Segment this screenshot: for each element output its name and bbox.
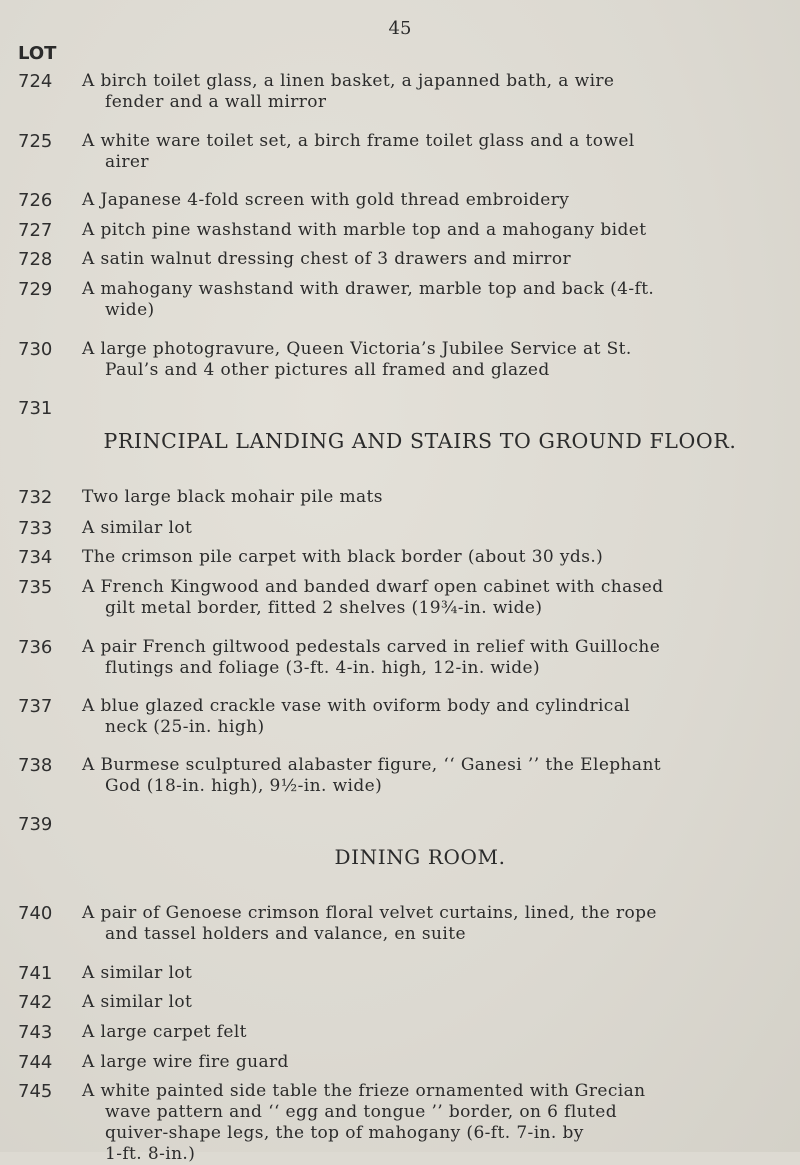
- lot-number: 731: [18, 398, 53, 419]
- description-line: neck (25-in. high): [105, 717, 265, 737]
- description-line: A large photogravure, Queen Victoria’s Jubilee Service at St.: [82, 339, 632, 359]
- description-line: wide): [105, 300, 155, 320]
- lot-description: [82, 1022, 770, 1043]
- lot-description: [82, 279, 770, 321]
- lot-description: [82, 696, 770, 738]
- lot-number: 735: [18, 577, 53, 598]
- lot-number: 726: [18, 190, 53, 211]
- description-line: The crimson pile carpet with black border (about 30 yds.): [82, 547, 604, 567]
- section-heading-landing: PRINCIPAL LANDING AND STAIRS TO GROUND FLOOR.: [103, 429, 737, 453]
- lot-description: [82, 1052, 770, 1073]
- lot-number: 741: [18, 963, 53, 984]
- section-heading-dining: DINING ROOM.: [334, 845, 506, 869]
- description-line: A birch toilet glass, a linen basket, a japanned bath, a wire: [82, 71, 615, 91]
- description-line: Paul’s and 4 other pictures all framed and glazed: [105, 360, 550, 380]
- description-line: and tassel holders and valance, en suite: [105, 924, 466, 944]
- description-line: quiver-shape legs, the top of mahogany (6-ft. 7-in. by: [105, 1123, 584, 1143]
- lot-number: 736: [18, 637, 53, 658]
- description-line: A pair French giltwood pedestals carved in relief with Guilloche: [82, 637, 661, 657]
- lot-description: [82, 131, 770, 173]
- description-line: A Burmese sculptured alabaster figure, ‘‘ Ganesi ’’ the Elephant: [82, 755, 662, 775]
- lot-number: 745: [18, 1081, 53, 1102]
- description-line: A satin walnut dressing chest of 3 drawers and mirror: [82, 249, 571, 269]
- lot-number: 724: [18, 71, 53, 92]
- lot-description: [82, 71, 770, 113]
- lot-description: [82, 637, 770, 679]
- lot-description: [82, 220, 770, 241]
- lot-description: [82, 903, 770, 945]
- lot-number: 743: [18, 1022, 53, 1043]
- lot-description: [82, 963, 770, 984]
- description-line: A pitch pine washstand with marble top and a mahogany bidet: [82, 220, 647, 240]
- lot-description: [82, 190, 770, 211]
- lot-number: 739: [18, 814, 53, 835]
- description-line: A Japanese 4-fold screen with gold thread embroidery: [82, 190, 570, 210]
- description-line: 1-ft. 8-in.): [105, 1144, 196, 1164]
- lot-description: [82, 755, 770, 797]
- lot-number: 727: [18, 220, 53, 241]
- description-line: A large carpet felt: [82, 1022, 247, 1042]
- page-number: 45: [388, 18, 412, 39]
- description-line: Two large black mohair pile mats: [82, 487, 383, 507]
- lot-description: [82, 1081, 770, 1165]
- description-line: A similar lot: [82, 518, 193, 538]
- description-line: God (18-in. high), 9½-in. wide): [105, 776, 383, 796]
- lot-description: [82, 339, 770, 381]
- lot-column-header: LOT: [18, 43, 57, 64]
- description-line: A pair of Genoese crimson floral velvet curtains, lined, the rope: [82, 903, 657, 923]
- lot-number: 738: [18, 755, 53, 776]
- description-line: wave pattern and ‘‘ egg and tongue ’’ border, on 6 fluted: [105, 1102, 617, 1122]
- description-line: A blue glazed crackle vase with oviform body and cylindrical: [82, 696, 631, 716]
- lot-number: 733: [18, 518, 53, 539]
- description-line: A French Kingwood and banded dwarf open cabinet with chased: [82, 577, 664, 597]
- lot-number: 737: [18, 696, 53, 717]
- description-line: A mahogany washstand with drawer, marble top and back (4-ft.: [82, 279, 655, 299]
- description-line: A similar lot: [82, 992, 193, 1012]
- description-line: gilt metal border, fitted 2 shelves (19¾-in. wide): [105, 598, 543, 618]
- description-line: flutings and foliage (3-ft. 4-in. high, 12-in. wide): [105, 658, 540, 678]
- lot-number: 740: [18, 903, 53, 924]
- lot-number: 730: [18, 339, 53, 360]
- lot-description: [82, 547, 770, 568]
- lot-number: 744: [18, 1052, 53, 1073]
- lot-description: [82, 992, 770, 1013]
- lot-number: 728: [18, 249, 53, 270]
- lot-number: 725: [18, 131, 53, 152]
- description-line: A similar lot: [82, 963, 193, 983]
- lot-number: 729: [18, 279, 53, 300]
- description-line: fender and a wall mirror: [105, 92, 327, 112]
- lot-description: [82, 577, 770, 619]
- description-line: A white ware toilet set, a birch frame toilet glass and a towel: [82, 131, 635, 151]
- description-line: airer: [105, 152, 149, 172]
- lot-description: [82, 249, 770, 270]
- description-line: A white painted side table the frieze ornamented with Grecian: [82, 1081, 646, 1101]
- lot-description: [82, 518, 770, 539]
- lot-description: [82, 487, 770, 508]
- lot-number: 734: [18, 547, 53, 568]
- description-line: A large wire fire guard: [82, 1052, 289, 1072]
- lot-number: 742: [18, 992, 53, 1013]
- lot-number: 732: [18, 487, 53, 508]
